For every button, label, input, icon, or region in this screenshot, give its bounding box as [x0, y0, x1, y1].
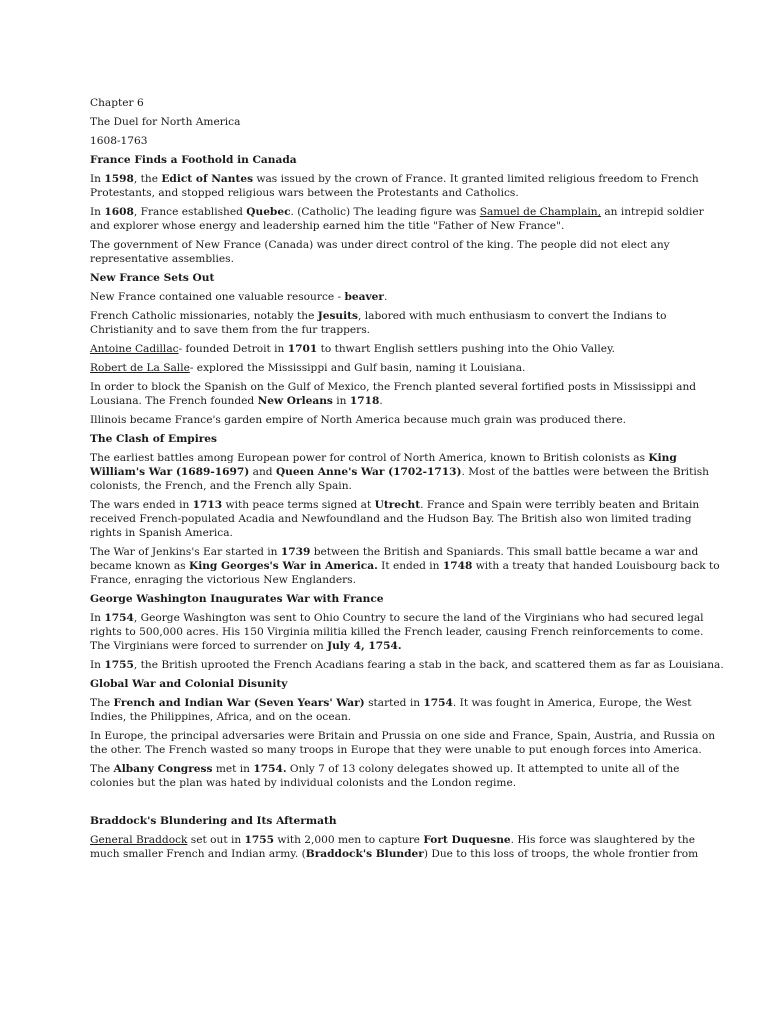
text-line	[90, 342, 680, 356]
paragraph	[90, 361, 680, 375]
bold-term: 1608	[104, 206, 134, 218]
text-run: the other. The French wasted so many troops in Europe that they were unable to put enough forces into America.	[90, 744, 702, 756]
text-run: between the British and Spaniards. This small battle became a war and	[310, 546, 699, 558]
text-run: The earliest battles among European power for control of North America, known to British colonists as	[90, 452, 649, 464]
text-run: became known as	[90, 560, 189, 572]
text-line	[90, 309, 680, 323]
underlined-name: Antoine Cadillac	[90, 343, 179, 355]
paragraph	[90, 342, 680, 356]
bold-term: 1755	[244, 834, 275, 846]
section-heading: Braddock's Blundering and Its Aftermath	[90, 815, 337, 827]
text-run: , George Washington was sent to Ohio Country to secure the land of the Virginians who had secured legal	[133, 612, 704, 624]
bold-term: Utrecht	[374, 499, 421, 511]
text-run: received French-populated Acadia and Newfoundland and the Hudson Bay. The British also won limited trading	[90, 513, 692, 525]
bold-term: 1718	[349, 395, 380, 407]
paragraph	[90, 762, 680, 790]
text-line	[90, 639, 680, 653]
paragraph	[90, 172, 699, 200]
text-line	[90, 380, 697, 394]
text-line	[90, 186, 680, 200]
bold-term: 1739	[280, 546, 311, 558]
section-heading: The Clash of Empires	[90, 433, 218, 445]
text-line	[90, 451, 680, 465]
text-run: .	[383, 291, 388, 303]
paragraph	[90, 380, 697, 408]
text-run: much smaller French and Indian army. (	[90, 848, 306, 860]
bold-term: 1755	[104, 659, 134, 671]
text-run: In	[90, 206, 105, 218]
text-run: The Virginians were forced to surrender on	[90, 640, 328, 652]
text-line	[90, 96, 680, 110]
bold-term: King	[648, 452, 677, 464]
text-run: representative assemblies.	[90, 253, 234, 265]
text-line	[90, 252, 680, 266]
paragraph	[90, 238, 680, 266]
section-heading: France Finds a Foothold in Canada	[90, 154, 297, 166]
text-run: with a treaty that handed Louisbourg back to	[472, 560, 720, 572]
text-line	[90, 413, 680, 427]
text-run: The Duel for North America	[90, 116, 241, 128]
bold-term: July 4, 1754.	[327, 640, 402, 652]
section-heading: George Washington Inaugurates War with France	[90, 593, 384, 605]
bold-term: beaver	[344, 291, 384, 303]
text-run: Lousiana. The French founded	[90, 395, 258, 407]
text-run: , the	[133, 173, 162, 185]
text-run: met in	[212, 763, 254, 775]
text-line	[90, 545, 699, 559]
bold-term: 1598	[104, 173, 134, 185]
text-run: an intrepid soldier	[600, 206, 704, 218]
text-run: Chapter 6	[90, 97, 144, 109]
underlined-name: General Braddock	[90, 834, 188, 846]
text-line	[90, 290, 680, 304]
text-run: , France established	[133, 206, 247, 218]
paragraph	[90, 96, 680, 110]
bold-term: 1754	[104, 612, 134, 624]
bold-term: Quebec	[246, 206, 291, 218]
text-line	[90, 134, 680, 148]
paragraph	[90, 205, 704, 233]
text-run: - explored the Mississippi and Gulf basin, naming it Louisiana.	[189, 362, 526, 374]
text-run: In Europe, the principal adversaries were Britain and Prussia on one side and France, Spain, Austria, and Russia on	[90, 730, 716, 742]
paragraph	[90, 658, 724, 672]
text-run: . His force was slaughtered by the	[510, 834, 696, 846]
text-run: . Most of the battles were between the British	[461, 466, 709, 478]
paragraph	[90, 696, 692, 724]
bold-term: 1701	[287, 343, 318, 355]
text-run: In order to block the Spanish on the Gulf of Mexico, the French planted several fortified posts in Mississippi and	[90, 381, 697, 393]
paragraph	[90, 545, 720, 587]
bold-term: Braddock's Blunder	[305, 848, 424, 860]
bold-term: 1754.	[253, 763, 287, 775]
text-line	[90, 743, 702, 757]
text-run: French Catholic missionaries, notably the	[90, 310, 318, 322]
bold-term: 1748	[442, 560, 473, 572]
paragraph	[90, 309, 680, 337]
text-run: , the British uprooted the French Acadians fearing a stab in the back, and scattered them as far as Louisiana.	[133, 659, 724, 671]
text-run: The wars ended in	[90, 499, 193, 511]
text-run: New France contained one valuable resource -	[90, 291, 345, 303]
text-run: Christianity and to save them from the fur trappers.	[90, 324, 371, 336]
text-line	[90, 172, 699, 186]
text-line	[90, 696, 692, 710]
text-run: ) Due to this loss of troops, the whole frontier from	[423, 848, 699, 860]
text-run: rights in Spanish America.	[90, 527, 233, 539]
text-line	[90, 573, 680, 587]
text-run: . France and Spain were terribly beaten and Britain	[420, 499, 700, 511]
text-run: and	[249, 466, 276, 478]
paragraph	[90, 115, 680, 129]
bold-term: William's War (1689-1697)	[90, 466, 250, 478]
text-line	[90, 762, 680, 776]
text-line	[90, 205, 704, 219]
text-run: and explorer whose energy and leadership earned him the title "Father of New France".	[90, 220, 565, 232]
paragraph	[90, 611, 704, 653]
text-line	[90, 479, 680, 493]
text-line	[90, 847, 699, 861]
text-line	[90, 115, 680, 129]
text-run: with 2,000 men to capture	[274, 834, 424, 846]
text-line	[90, 776, 680, 790]
underlined-name: Robert de La Salle	[90, 362, 190, 374]
text-run: Protestants, and stopped religious wars between the Protestants and Catholics.	[90, 187, 519, 199]
text-run: was issued by the crown of France. It granted limited religious freedom to French	[253, 173, 699, 185]
text-line	[90, 658, 724, 672]
text-run: The War of Jenkins's Ear started in	[90, 546, 281, 558]
text-run: It ended in	[377, 560, 443, 572]
text-run: Only 7 of 13 colony delegates showed up. It attempted to unite all of the	[286, 763, 680, 775]
paragraph	[90, 729, 716, 757]
bold-term: 1754	[423, 697, 453, 709]
paragraph	[90, 413, 680, 427]
bold-term: Fort Duquesne	[423, 834, 511, 846]
bold-term: King Georges's War in America.	[188, 560, 378, 572]
text-run: In	[90, 173, 105, 185]
text-run: The	[90, 763, 114, 775]
text-line	[90, 323, 680, 337]
text-run: The	[90, 697, 114, 709]
bold-term: Jesuits	[317, 310, 359, 322]
text-line	[90, 559, 720, 573]
text-run: Illinois became France's garden empire of North America because much grain was produced there.	[90, 414, 626, 426]
text-run: to thwart English settlers pushing into the Ohio Valley.	[317, 343, 616, 355]
bold-term: Queen Anne's War (1702-1713)	[275, 466, 462, 478]
text-run: Indies, the Philippines, Africa, and on the ocean.	[90, 711, 352, 723]
paragraph	[90, 833, 699, 861]
text-line	[90, 729, 716, 743]
text-run: with peace terms signed at	[222, 499, 375, 511]
document-body	[90, 96, 724, 866]
text-line	[90, 238, 680, 252]
text-run: started in	[364, 697, 424, 709]
paragraph	[90, 134, 680, 148]
bold-term: Edict of Nantes	[161, 173, 254, 185]
text-line	[90, 710, 680, 724]
bold-term: New Orleans	[257, 395, 333, 407]
text-line	[90, 625, 704, 639]
text-line	[90, 465, 709, 479]
text-run: 1608-1763	[90, 135, 148, 147]
text-line	[90, 361, 680, 375]
paragraph	[90, 290, 680, 304]
text-run: In	[90, 659, 105, 671]
text-run: set out in	[187, 834, 245, 846]
text-run: colonies but the plan was hated by individual colonists and the London regime.	[90, 777, 517, 789]
text-line	[90, 394, 680, 408]
section-heading: Global War and Colonial Disunity	[90, 678, 288, 690]
text-run: The government of New France (Canada) was under direct control of the king. The people did not elect any	[90, 239, 670, 251]
text-line	[90, 833, 696, 847]
text-line	[90, 611, 704, 625]
text-run: . (Catholic) The leading figure was	[290, 206, 480, 218]
bold-term: 1713	[192, 499, 223, 511]
text-line	[90, 512, 692, 526]
text-run: , labored with much enthusiasm to convert the Indians to	[358, 310, 667, 322]
text-run: - founded Detroit in	[178, 343, 288, 355]
text-run: rights to 500,000 acres. His 150 Virginia militia killed the French leader, causing French reinforcements to come.	[90, 626, 704, 638]
bold-term: Albany Congress	[113, 763, 213, 775]
paragraph	[90, 498, 700, 540]
text-run: in	[332, 395, 350, 407]
section-heading: New France Sets Out	[90, 272, 215, 284]
paragraph-spacer	[90, 795, 680, 814]
text-run: France, enraging the victorious New Englanders.	[90, 574, 356, 586]
text-line	[90, 526, 680, 540]
text-run: .	[379, 395, 383, 407]
text-run: In	[90, 612, 105, 624]
paragraph	[90, 451, 709, 493]
text-run: . It was fought in America, Europe, the West	[452, 697, 692, 709]
text-run: colonists, the French, and the French ally Spain.	[90, 480, 352, 492]
underlined-name: Samuel de Champlain,	[479, 206, 601, 218]
bold-term: French and Indian War (Seven Years' War)	[113, 697, 365, 709]
text-line	[90, 219, 680, 233]
text-line	[90, 498, 700, 512]
